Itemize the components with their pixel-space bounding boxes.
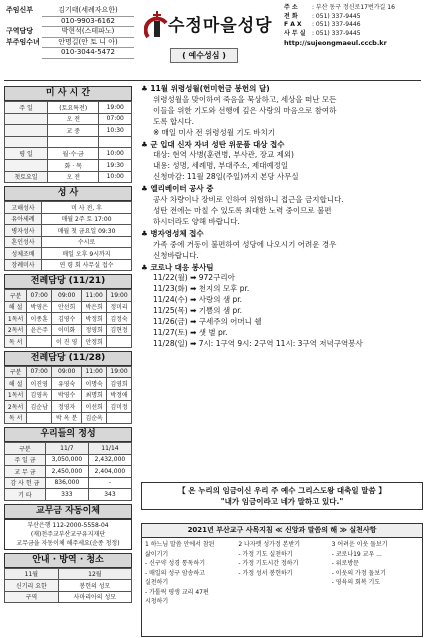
duty2-cell: 이진영 <box>27 378 52 390</box>
sacrament-cell: 병자성사 <box>5 225 42 237</box>
guide-row <box>5 580 132 592</box>
mass-row <box>5 102 132 114</box>
duty1-header-cell: 11:00 <box>82 290 107 302</box>
pastoral-column <box>235 538 328 609</box>
notice-item <box>141 263 421 350</box>
sacrament-row <box>5 202 132 214</box>
mass-cell: 10:00 <box>99 171 132 183</box>
duty2-cell: 정영자 <box>52 401 82 413</box>
pastoral-line: - 매일의 성구 암송하고 <box>145 569 206 577</box>
duty2-table <box>4 366 132 425</box>
sacrament-row <box>5 259 132 271</box>
pastor-phone: 010-9903-6162 <box>42 17 134 28</box>
guide-cell: 봉헌의 성모 <box>58 580 131 592</box>
pastoral-line: 1 하느님 말씀 안에서 참된 <box>145 541 215 548</box>
duty2-row <box>5 412 132 424</box>
mass-cell: 오 전 <box>48 171 99 183</box>
notice-title: ♣ 엘리베이터 공사 중 <box>141 184 214 194</box>
pastoral-guide <box>141 523 423 637</box>
duty1-cell: 안정희 <box>82 336 107 348</box>
duty2-row <box>5 401 132 413</box>
pastoral-line: - 위로방문 <box>331 560 359 567</box>
offering-table <box>4 442 132 501</box>
sacrament-cell: 매월 2주 토 17:00 <box>42 213 132 225</box>
duty1-cell <box>107 336 132 348</box>
sacrament-cell: 성체조배 <box>5 248 42 260</box>
pastoral-line: 2 나자렛 성가정 본받기 <box>238 541 301 548</box>
notice-line: 대상: 현역 사병(훈련병, 부사관, 장교 제외) <box>153 150 294 160</box>
offering-title: 우리들의 정성 <box>4 427 132 442</box>
duty2-cell: 1독서 <box>5 389 27 401</box>
pastoral-column <box>142 538 235 609</box>
notice-item <box>141 84 421 139</box>
duty1-cell: 이 진 영 <box>52 336 82 348</box>
banner-line1: 【 온 누리의 임금이신 우리 주 예수 그리스도왕 대축일 말씀 】 <box>178 486 386 495</box>
offering-header-cell: 11/7 <box>45 443 88 455</box>
parish-logo <box>142 5 280 45</box>
notice-line: 도록 합시다. <box>153 116 194 126</box>
assist-name: 박현석(스테파노) <box>42 27 134 38</box>
sacrament-row <box>5 225 132 237</box>
account-line: 부산은행 112-2000-5558-04 <box>27 521 109 529</box>
offering-cell: 교 무 금 <box>5 466 46 478</box>
guide-cell: 신기리 요한 <box>5 580 59 592</box>
sacraments-title: 성 사 <box>4 186 132 201</box>
mass-cell: 오 전 <box>48 113 99 125</box>
duty2-row <box>5 378 132 390</box>
duty2-row <box>5 389 132 401</box>
notice-line: 이들을 위한 기도와 선행에 깊은 사랑의 마음으로 참여하 <box>153 105 337 115</box>
offering-cell: 2,450,000 <box>45 466 88 478</box>
bulletin-title: ( 예수성심 ) <box>170 48 238 63</box>
notice-item <box>141 140 421 184</box>
duty1-cell: 박영은 <box>27 301 52 313</box>
duty2-cell <box>27 412 52 424</box>
mass-row <box>5 136 132 148</box>
duty1-cell: 정영희 <box>82 324 107 336</box>
guide-title: 안내 · 방역 · 청소 <box>4 553 132 568</box>
tel2-label: 사 무 실 <box>284 30 306 38</box>
banner-line2: "내가 임금이라고 네가 말하고 있다." <box>220 497 344 506</box>
pastoral-line <box>238 597 325 607</box>
pastoral-line: 삶이기기 <box>145 550 169 558</box>
notice-item <box>141 184 421 228</box>
account-line: (재)천주교부산교구유지재단 <box>30 530 106 538</box>
tel2-value: : 051) 337-9445 <box>312 30 361 38</box>
mass-title: 미 사 시 간 <box>4 86 132 101</box>
pastoral-line <box>238 588 325 598</box>
notice-line: 가족 중에 거동이 불편하여 성당에 나오시기 어려운 경우 <box>153 239 337 249</box>
fax-label: F A X <box>284 21 302 29</box>
duty2-cell: 해 설 <box>5 378 27 390</box>
notice-line: 11/25(목) ➡ 기쁨의 샘 pr. <box>153 306 243 316</box>
guide-header-row <box>5 568 132 580</box>
duty2-cell: 박정애 <box>107 389 132 401</box>
duty2-header-cell: 11:00 <box>82 366 107 378</box>
duty1-cell: 이미화 <box>52 324 82 336</box>
duty1-title: 전례담당 (11/21) <box>4 274 132 289</box>
mass-row <box>5 159 132 171</box>
notice-line: 11/23(화) ➡ 천지의 모후 pr. <box>153 284 250 294</box>
offering-cell: 감 사 헌 금 <box>5 477 46 489</box>
duty1-row <box>5 336 132 348</box>
tel-label: 전 화 <box>284 12 298 20</box>
duty2-cell: 독 서 <box>5 412 27 424</box>
duty1-header-cell: 구분 <box>5 290 27 302</box>
duty2-cell: 이명숙 <box>82 378 107 390</box>
offering-cell: 주 일 금 <box>5 454 46 466</box>
staff-info <box>6 6 134 59</box>
sacrament-cell: 고해성사 <box>5 202 42 214</box>
duty2-cell: 김순남 <box>27 401 52 413</box>
pastoral-column <box>329 538 422 609</box>
duty1-cell: 독 서 <box>5 336 27 348</box>
pastor-label: 주임신부 <box>6 6 34 14</box>
duty1-cell: 해 설 <box>5 301 27 313</box>
duty1-cell: 박은희 <box>82 301 107 313</box>
notice-item <box>141 229 421 262</box>
offering-row <box>5 477 132 489</box>
duty1-cell: 윤은주 <box>27 324 52 336</box>
mass-cell: 월·수·금 <box>48 148 99 160</box>
sacrament-cell: 유아세례 <box>5 213 42 225</box>
duty1-header-cell: 07:00 <box>27 290 52 302</box>
duty1-cell: 김영수 <box>52 313 82 325</box>
duty1-cell: 박정희 <box>82 313 107 325</box>
mass-row <box>5 113 132 125</box>
duty1-cell: 2독서 <box>5 324 27 336</box>
duty1-table <box>4 289 132 348</box>
mass-cell <box>48 136 99 148</box>
duty1-header-cell: 19:00 <box>107 290 132 302</box>
duty1-header-cell: 09:00 <box>52 290 82 302</box>
sacrament-cell: 연 령 회 사무실 접수 <box>42 259 132 271</box>
offering-cell: 836,000 <box>45 477 88 489</box>
notice-title: ♣ 11월 위령성월(헌미헌금 봉헌의 달) <box>141 84 270 93</box>
offering-header-cell: 구분 <box>5 443 46 455</box>
left-column <box>4 86 132 603</box>
mass-cell: 주 일 <box>5 102 48 114</box>
pastoral-line: - 가정 성서 봉헌하기 <box>238 569 293 577</box>
parish-name: 수정마을성당 <box>168 16 273 36</box>
pastoral-line: - 신구약 성경 통독하기 <box>145 560 206 567</box>
guide-header-cell: 12월 <box>58 568 131 580</box>
offering-header-cell: 11/14 <box>88 443 131 455</box>
mass-cell <box>5 159 48 171</box>
guide-header-cell: 11월 <box>5 568 59 580</box>
notice-line: 성탄 전에는 마칠 수 있도록 최대한 노력 중이므로 불편 <box>153 205 332 215</box>
offering-cell: - <box>88 477 131 489</box>
mass-row <box>5 125 132 137</box>
mass-cell: 10:30 <box>99 125 132 137</box>
mass-cell <box>5 113 48 125</box>
notices <box>141 84 421 351</box>
pastoral-line: 시청하기 <box>145 598 169 605</box>
account-title: 교무금 자동이체 <box>4 504 132 519</box>
duty2-header-cell: 구분 <box>5 366 27 378</box>
duty1-cell: 1독서 <box>5 313 27 325</box>
notice-line: 신청마감: 11월 28일(주일)까지 본당 사무실 <box>153 172 299 182</box>
pastoral-line: 3 어려운 이웃 돌보기 <box>331 541 388 548</box>
offering-cell: 333 <box>45 489 88 501</box>
guide-table <box>4 568 132 604</box>
account-box <box>4 519 132 550</box>
offering-cell: 343 <box>88 489 131 501</box>
mass-cell <box>5 136 48 148</box>
mass-cell: 19:30 <box>99 159 132 171</box>
pastoral-line: - 가정 기도 실천하기 <box>238 550 293 558</box>
church-icon <box>144 9 170 39</box>
addr-label: 주 소 <box>284 4 298 11</box>
bulletin-title-text: 예수성심 <box>188 51 220 60</box>
notice-title: ♣ 군 입대 신자 자녀 성탄 위문품 대상 접수 <box>141 139 285 149</box>
duty1-row <box>5 313 132 325</box>
website-link[interactable]: http://sujeongmaeul.cccb.kr <box>284 38 387 47</box>
duty1-row <box>5 301 132 313</box>
mass-cell: 화 · 목 <box>48 159 99 171</box>
pastoral-line <box>332 597 419 607</box>
mass-cell: 교 중 <box>48 125 99 137</box>
mass-cell <box>99 136 132 148</box>
duty2-cell: 김미정 <box>107 401 132 413</box>
duty2-cell: 2독서 <box>5 401 27 413</box>
notice-line: 하시더라도 양해 바랍니다. <box>153 216 240 226</box>
fax-value: : 051) 337-9446 <box>312 21 361 29</box>
guide-row <box>5 591 132 603</box>
notice-line: 신청바랍니다. <box>153 250 199 260</box>
mass-cell: 19:00 <box>99 102 132 114</box>
notice-line: 11/28(일) ➡ 7시: 1구역 9시: 2구역 11시: 3구역 저녁구역봉사 <box>153 338 363 348</box>
sacrament-cell: 미 사 전, 후 <box>42 202 132 214</box>
tel-value: : 051) 337-9445 <box>312 12 361 20</box>
sacrament-cell: 혼인성사 <box>5 236 42 248</box>
pastoral-line: - 이웃의 가정 돌보기 <box>331 569 386 577</box>
mass-cell: 10:00 <box>99 148 132 160</box>
duty2-cell: 박영수 <box>52 389 82 401</box>
mass-cell: 평 일 <box>5 148 48 160</box>
account-line: 교무금을 자동이체 해주세요(순종 청정) <box>16 539 120 547</box>
notice-line: ※ 매일 미사 전 위령성월 기도 바치기 <box>153 127 276 137</box>
notice-line: 내용: 성명, 세례명, 부대주소, 제대예정일 <box>153 161 289 171</box>
mass-row <box>5 171 132 183</box>
assist2-name: 안명길(안 토 니 아) <box>42 38 134 49</box>
pastoral-line <box>332 588 419 598</box>
duty1-cell: 이종훈 <box>27 313 52 325</box>
duty1-cell: 정미리 <box>107 301 132 313</box>
contact-info <box>284 4 420 48</box>
notice-line: 위령성월을 맞이하여 죽음을 묵상하고, 세상을 떠난 모든 <box>153 94 337 104</box>
duty1-cell <box>27 336 52 348</box>
duty1-cell: 김정숙 <box>107 313 132 325</box>
pastoral-line: - 가톨릭 평생 교리 47편 <box>145 588 209 596</box>
mass-cell: 첫토요일 <box>5 171 48 183</box>
offering-row <box>5 454 132 466</box>
sacrament-cell: 매일 오후 9시까지 <box>42 248 132 260</box>
offering-row <box>5 489 132 501</box>
notice-title: ♣ 병자영성체 접수 <box>141 228 204 238</box>
sacrament-row <box>5 213 132 225</box>
pastoral-line: - 가정 기도시간 정하기 <box>238 560 299 567</box>
sacrament-cell: 장례미사 <box>5 259 42 271</box>
duty2-header-cell: 19:00 <box>107 366 132 378</box>
notice-line: 11/24(수) ➡ 사랑의 샘 pr. <box>153 295 243 305</box>
offering-cell: 기 타 <box>5 489 46 501</box>
duty2-cell <box>107 412 132 424</box>
duty2-cell: 이선희 <box>82 401 107 413</box>
guide-cell: 사마리아의 성모 <box>58 591 131 603</box>
mass-cell <box>5 125 48 137</box>
mass-cell: (토요특전) <box>48 102 99 114</box>
offering-cell: 2,432,000 <box>88 454 131 466</box>
sacrament-cell: 수시로 <box>42 236 132 248</box>
notice-line: 11/26(금) ➡ 구세주의 어머니 쉘 <box>153 317 262 327</box>
pastoral-line: - 코로나19 교우 ... <box>331 550 382 558</box>
mass-table <box>4 101 132 183</box>
notice-line: 11/27(토) ➡ 샛 별 pr. <box>153 327 228 337</box>
notice-title: ♣ 코로나 대응 봉사팀 <box>141 262 214 272</box>
pastoral-line <box>238 578 325 588</box>
duty2-title: 전례담당 (11/28) <box>4 351 132 366</box>
duty2-cell: 김영희 <box>107 378 132 390</box>
sacraments-table <box>4 201 132 271</box>
duty1-cell: 안선희 <box>52 301 82 313</box>
sacrament-row <box>5 236 132 248</box>
duty2-header-row <box>5 366 132 378</box>
offering-cell: 2,404,000 <box>88 466 131 478</box>
mass-row <box>5 148 132 160</box>
duty2-cell: 김영옥 <box>27 389 52 401</box>
sacrament-row <box>5 248 132 260</box>
pastoral-line: - 영육의 회복 기도 <box>331 579 381 586</box>
mass-cell: 07:00 <box>99 113 132 125</box>
duty1-header-row <box>5 290 132 302</box>
gospel-banner <box>141 482 423 510</box>
sacrament-cell: 매월 첫 금요일 09:30 <box>42 225 132 237</box>
header-divider <box>4 80 421 81</box>
notice-line: 공사 차량이나 장비로 인하여 위험하니 접근을 금지합니다. <box>153 195 344 205</box>
guide-cell: 구역 <box>5 591 59 603</box>
duty1-row <box>5 324 132 336</box>
pastoral-title: 2021년 부산교구 사목지침 ≪ 신앙과 말씀의 해 ≫ 실천사항 <box>142 524 422 538</box>
offering-header-row <box>5 443 132 455</box>
offering-cell: 3,050,000 <box>45 454 88 466</box>
duty2-cell: 김순옥 <box>82 412 107 424</box>
duty2-cell: 박 옥 분 <box>52 412 82 424</box>
assist-label: 구역담당 <box>6 27 34 36</box>
duty1-cell: 김현정 <box>107 324 132 336</box>
pastoral-line: 실천하기 <box>145 579 169 586</box>
assist2-label: 부주임수녀 <box>6 37 40 46</box>
duty2-header-cell: 09:00 <box>52 366 82 378</box>
addr-value: : 부산 동구 정신로17번가길 16 <box>312 4 395 11</box>
offering-row <box>5 466 132 478</box>
assist2-phone: 010-3044-5472 <box>42 48 134 59</box>
duty2-header-cell: 07:00 <box>27 366 52 378</box>
pastor-name: 김기태(세례자요한) <box>42 6 134 17</box>
notice-line: 11/22(월) ➡ 972구리아 <box>153 273 235 283</box>
duty2-cell: 최명희 <box>82 389 107 401</box>
duty2-cell: 유영숙 <box>52 378 82 390</box>
